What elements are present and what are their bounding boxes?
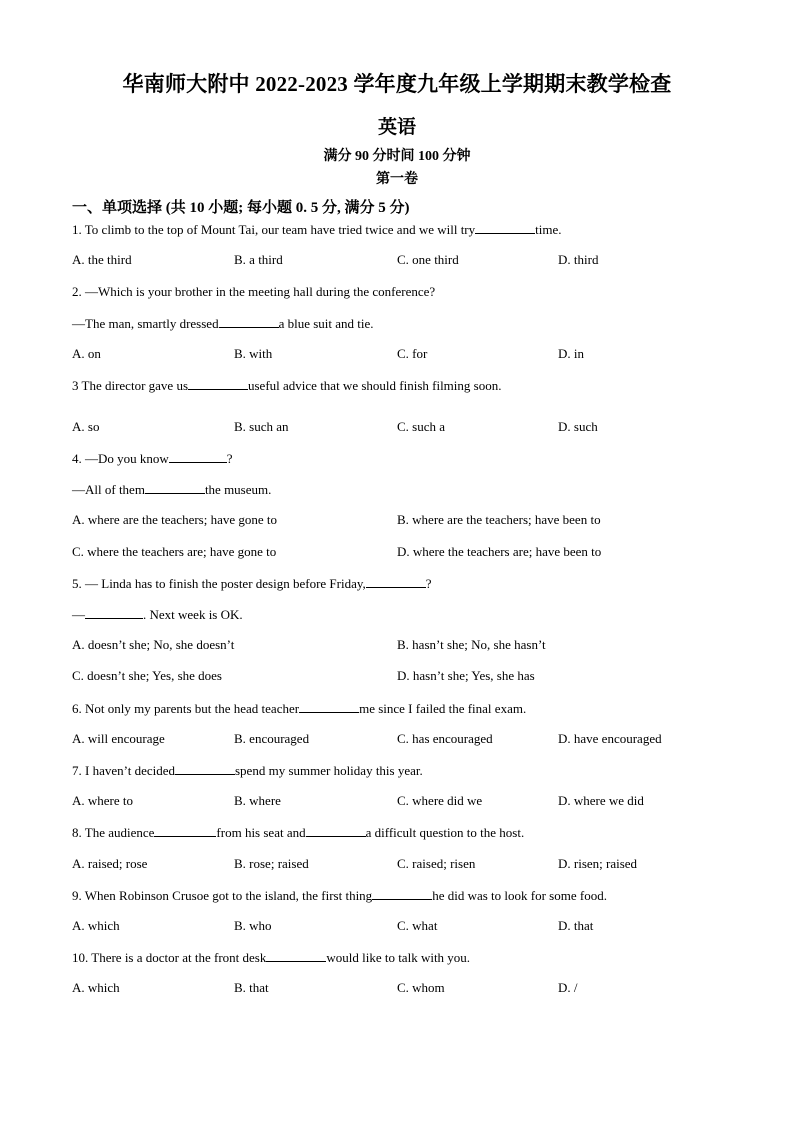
question-6-stem: 6. Not only my parents but the head teacher me since I failed the final exam.	[72, 701, 527, 716]
question-10-option-b: B. that	[234, 980, 269, 995]
question-4-stem: 4. —Do you know ?	[72, 451, 233, 466]
question-10-option-c: C. whom	[397, 980, 445, 995]
question-4-response: —All of them the museum.	[72, 482, 272, 497]
question-7-option-d: D. where we did	[558, 793, 644, 808]
question-9-option-a: A. which	[72, 918, 120, 933]
question-3-option-c: C. such a	[397, 419, 446, 434]
answer-blank	[169, 450, 227, 463]
question-8-option-b: B. rose; raised	[234, 856, 309, 871]
question-3-option-a: A. so	[72, 419, 100, 434]
question-5-option-a: A. doesn’t she; No, she doesn’t	[72, 637, 235, 652]
answer-blank	[306, 824, 366, 837]
question-6-option-b: B. encouraged	[234, 731, 310, 746]
answer-blank	[219, 315, 279, 328]
question-4-option-b: B. where are the teachers; have been to	[397, 512, 601, 527]
question-9-stem: 9. When Robinson Crusoe got to the island, the first thing he did was to look for some food.	[72, 888, 607, 903]
question-4-option-c: C. where the teachers are; have gone to	[72, 544, 277, 559]
question-7-option-b: B. where	[234, 793, 281, 808]
exam-title: 华南师大附中 2022-2023 学年度九年级上学期期末教学检查	[122, 72, 672, 96]
question-4-option-a: A. where are the teachers; have gone to	[72, 512, 278, 527]
question-6-option-d: D. have encouraged	[558, 731, 662, 746]
question-1-option-b: B. a third	[234, 252, 283, 267]
question-3-stem: 3 The director gave us useful advice that we should finish filming soon.	[72, 378, 502, 393]
question-2-option-c: C. for	[397, 346, 428, 361]
answer-blank	[175, 762, 235, 775]
question-7-option-a: A. where to	[72, 793, 134, 808]
question-6-option-a: A. will encourage	[72, 731, 165, 746]
answer-blank	[372, 887, 432, 900]
question-1-option-a: A. the third	[72, 252, 132, 267]
question-10-option-d: D. /	[558, 980, 578, 995]
answer-blank	[85, 606, 143, 619]
answer-blank	[299, 700, 359, 713]
answer-blank	[366, 575, 426, 588]
question-1-option-d: D. third	[558, 252, 599, 267]
question-8-option-c: C. raised; risen	[397, 856, 476, 871]
question-8-stem: 8. The audience from his seat and a difficult question to the host.	[72, 825, 525, 840]
answer-blank	[145, 481, 205, 494]
answer-blank	[188, 377, 248, 390]
question-8-option-a: A. raised; rose	[72, 856, 148, 871]
question-10-option-a: A. which	[72, 980, 120, 995]
question-7-stem: 7. I haven’t decided spend my summer holiday this year.	[72, 763, 423, 778]
answer-blank	[266, 949, 326, 962]
question-1-option-c: C. one third	[397, 252, 459, 267]
question-9-option-b: B. who	[234, 918, 272, 933]
question-3-option-d: D. such	[558, 419, 598, 434]
question-2-stem: 2. —Which is your brother in the meeting hall during the conference?	[72, 284, 436, 299]
volume-label: 第一卷	[376, 172, 418, 187]
question-5-response: — . Next week is OK.	[72, 607, 243, 622]
question-2-option-b: B. with	[234, 346, 273, 361]
question-7-option-c: C. where did we	[397, 793, 483, 808]
question-2-response: —The man, smartly dressed a blue suit and tie.	[72, 316, 374, 331]
question-5-option-b: B. hasn’t she; No, she hasn’t	[397, 637, 546, 652]
question-9-option-c: C. what	[397, 918, 438, 933]
question-2-option-a: A. on	[72, 346, 101, 361]
question-4-option-d: D. where the teachers are; have been to	[397, 544, 602, 559]
question-5-option-d: D. hasn’t she; Yes, she has	[397, 668, 535, 683]
section-heading: 一、单项选择 (共 10 小题; 每小题 0. 5 分, 满分 5 分)	[72, 200, 410, 216]
question-6-option-c: C. has encouraged	[397, 731, 493, 746]
subject-title: 英语	[377, 117, 416, 138]
answer-blank	[154, 824, 216, 837]
question-3-option-b: B. such an	[234, 419, 289, 434]
question-9-option-d: D. that	[558, 918, 594, 933]
question-2-option-d: D. in	[558, 346, 584, 361]
question-1-stem: 1. To climb to the top of Mount Tai, our team have tried twice and we will try time.	[72, 222, 562, 237]
exam-info: 满分 90 分时间 100 分钟	[323, 149, 471, 164]
question-10-stem: 10. There is a doctor at the front desk would like to talk with you.	[72, 950, 471, 965]
question-5-option-c: C. doesn’t she; Yes, she does	[72, 668, 222, 683]
question-8-option-d: D. risen; raised	[558, 856, 638, 871]
answer-blank	[475, 221, 535, 234]
question-5-stem: 5. — Linda has to finish the poster design before Friday, ?	[72, 576, 432, 591]
